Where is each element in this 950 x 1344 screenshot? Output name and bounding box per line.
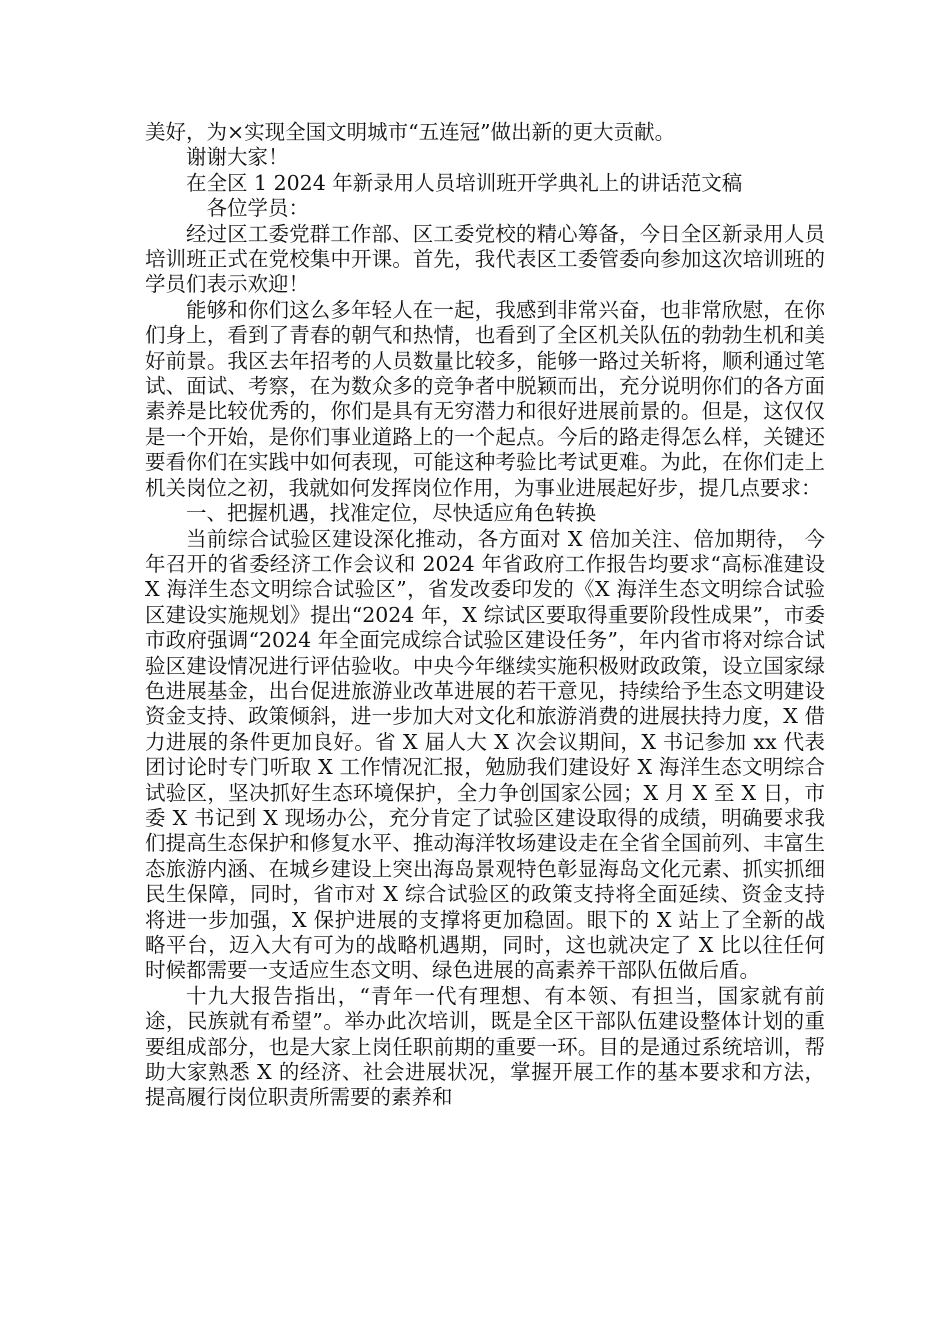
speech-title: 在全区 1 2024 年新录用人员培训班开学典礼上的讲话范文稿 (186, 170, 743, 195)
document-page (145, 120, 825, 1111)
salutation: 各位学员： (206, 196, 309, 221)
paragraph-encouragement: 能够和你们这么多年轻人在一起，我感到非常兴奋，也非常欣慰，在你们身上，看到了青春的朝气和热情，也看到了全区机关队伍的勃勃生机和美好前景。我区去年招考的人员数量比较多，能够一路过关斩将，顺利通过笔试、面试、考察，在为数众多的竞争者中脱颖而出，充分说明你们的各方面素养是比较优秀的，你们是具有无穷潜力和很好进展前景的。但是，这仅仅是一个开始，是你们事业道路上的一个起点。今后的路走得怎么样，关键还要看你们在实践中如何表现，可能这种考验比考试更难。为此，在你们走上机关岗位之初，我就如何发挥岗位作用，为事业进展起好步，提几点要求： (145, 297, 825, 500)
paragraph-opening: 经过区工委党群工作部、区工委党校的精心筹备，今日全区新录用人员培训班正式在党校集中开课。首先，我代表区工委管委向参加这次培训班的学员们表示欢迎！ (145, 221, 825, 297)
paragraph-closing-line: 美好，为×实现全国文明城市“五连冠”做出新的更大贡献。 (145, 120, 676, 144)
section-heading-1: 一、把握机遇，找准定位，尽快适应角色转换 (186, 501, 596, 526)
paragraph-nineteenth-congress: 十九大报告指出，“青年一代有理想、有本领、有担当，国家就有前途，民族就有希望”。举办此次培训，既是全区干部队伍建设整体计划的重要组成部分，也是大家上岗任职前期的重要一环。目的是通过系统培训，帮助大家熟悉 X 的经济、社会进展状况，掌握开展工作的基本要求和方法，提高履行岗位职责所需要的素养和 (145, 983, 825, 1110)
paragraph-context: 当前综合试验区建设深化推动，各方面对 X 倍加关注、倍加期待， 今年召开的省委经济工作会议和 2024 年省政府工作报告均要求“高标准建设 X 海洋生态文明综合试验区”，省发改委印发的《X 海洋生态文明综合试验区建设实施规划》提出“2024 年，X 综试区要取得重要阶段性成果”，市委市政府强调“2024 年全面完成综合试验区建设任务”，年内省市将对综合试验区建设情况进行评估验收。中央今年继续实施积极财政政策，设立国家绿色进展基金，出台促进旅游业改革进展的若干意见，持续给予生态文明建设资金支持、政策倾斜，进一步加大对文化和旅游消费的进展扶持力度，X 借力进展的条件更加良好。省 X 届人大 X 次会议期间，X 书记参加 xx 代表团讨论时专门听取 X 工作情况汇报，勉励我们建设好 X 海洋生态文明综合试验区，坚决抓好生态环境保护，全力争创国家公园；X 月 X 至 X 日，市委 X 书记到 X 现场办公，充分肯定了试验区建设取得的成绩，明确要求我们提高生态保护和修复水平、推动海洋牧场建设走在全省全国前列、丰富生态旅游内涵、在城乡建设上突出海岛景观特色彰显海岛文化元素、抓实抓细民生保障，同时，省市对 X 综合试验区的政策支持将全面延续、资金支持将进一步加强，X 保护进展的支撑将更加稳固。眼下的 X 站上了全新的战略平台，迈入大有可为的战略机遇期，同时，这也就决定了 X 比以往任何时候都需要一支适应生态文明、绿色进展的高素养干部队伍做后盾。 (145, 526, 825, 983)
paragraph-thanks: 谢谢大家！ (186, 145, 289, 170)
